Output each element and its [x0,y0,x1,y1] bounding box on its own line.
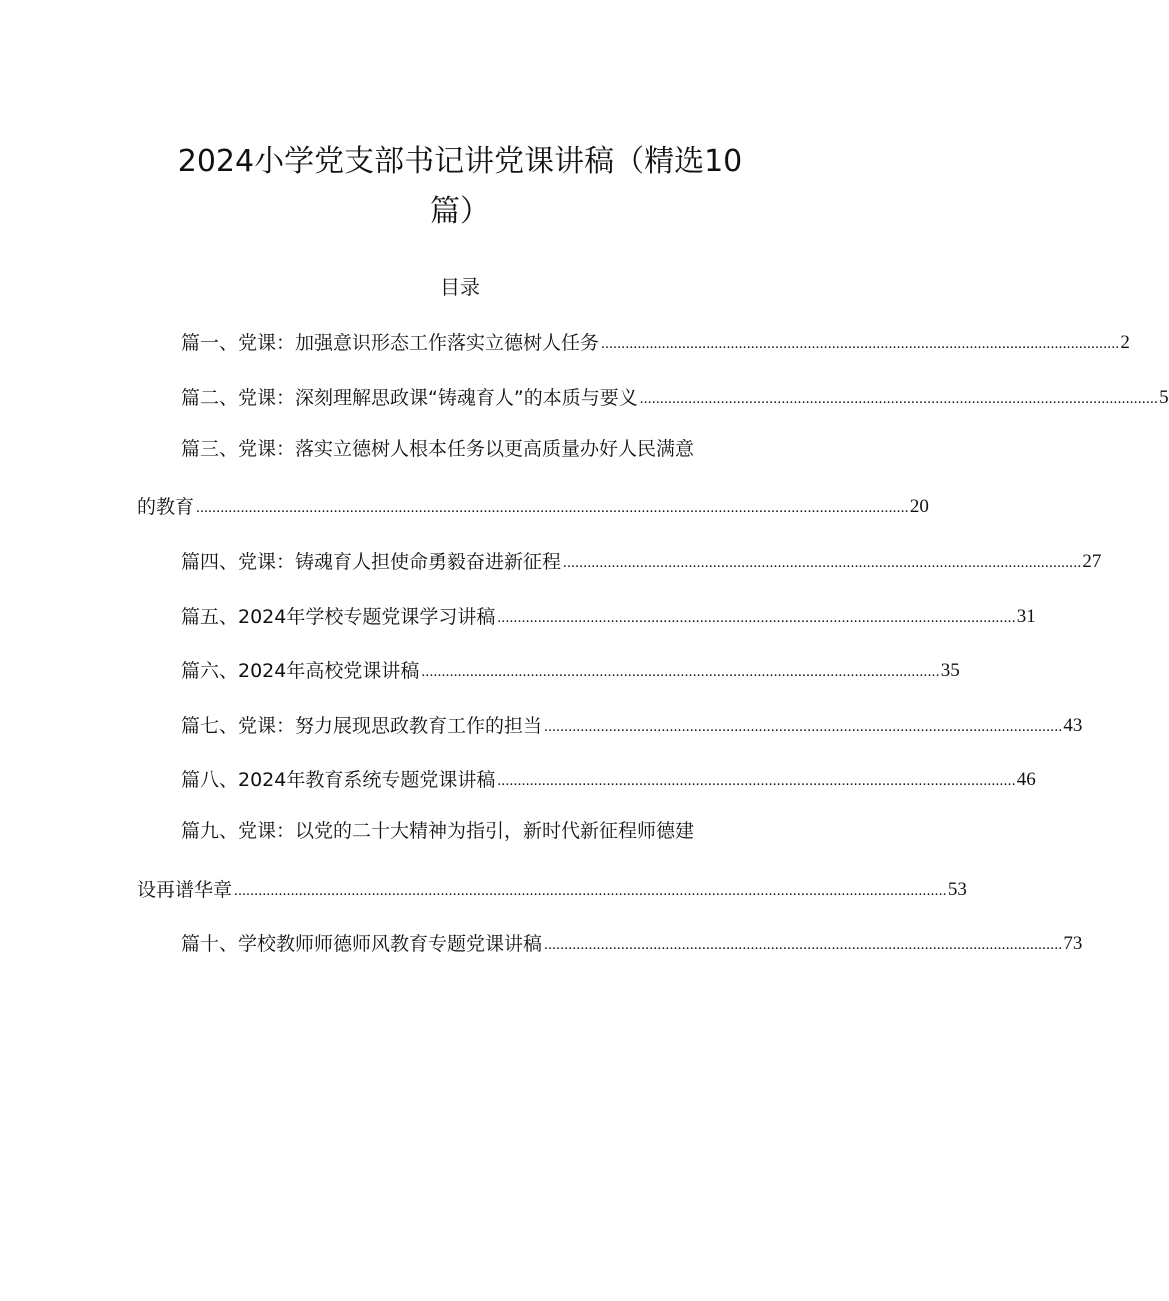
toc-page-number: 73 [1063,933,1083,954]
toc-page-number: 35 [940,660,960,681]
toc-entry-3-line-1[interactable] [181,436,776,466]
toc-page-number: 20 [909,496,929,517]
toc-page-number: 2 [1120,332,1130,353]
toc-entry-9-line-2[interactable] [137,873,967,903]
toc-leader-dots: ................................................................................................................................ [497,610,1016,626]
toc-entry-title: 篇五、2024年学校专题党课学习讲稿 [181,606,496,628]
toc-entry-7[interactable] [181,709,1083,739]
toc-entry-title: 篇二、党课：深刻理解思政课“铸魂育人”的本质与要义 [181,387,638,409]
toc-entry-title: 篇六、2024年高校党课讲稿 [181,660,420,682]
toc-leader-dots: ................................................................................................................................ [544,937,1063,953]
toc-entry-title-continued: 的教育 [137,496,195,518]
toc-entry-3-line-2[interactable] [137,490,929,520]
toc-entry-10[interactable] [181,927,1083,957]
toc-page-number: 27 [1082,551,1102,572]
toc-entry-title-continued: 设再谱华章 [137,879,233,901]
toc-page-number: 5 [1159,387,1169,408]
toc-entry-1[interactable] [181,326,1130,356]
toc-entry-title: 篇四、党课：铸魂育人担使命勇毅奋进新征程 [181,551,562,573]
toc-leader-dots: ................................................................................................................................ [544,719,1063,735]
toc-leader-dots: ................................................................................................................................ [563,555,1082,571]
toc-leader-dots: ................................................................................................................................................................................ [196,500,909,516]
toc-entry-5[interactable] [181,600,1036,630]
toc-page-number: 43 [1063,715,1083,736]
toc-entry-6[interactable] [181,654,960,684]
toc-entry-title: 篇七、党课：努力展现思政教育工作的担当 [181,715,543,737]
toc-leader-dots: ................................................................................................................................ [421,664,940,680]
toc-page-number: 53 [947,879,967,900]
toc-heading: 目录 [440,275,480,299]
toc-page-number: 31 [1016,606,1036,627]
toc-entry-title: 篇三、党课：落实立德树人根本任务以更高质量办好人民满意 [181,438,695,460]
toc-leader-dots: ................................................................................................................................ [639,391,1159,407]
toc-entry-title: 篇八、2024年教育系统专题党课讲稿 [181,769,496,791]
toc-entry-8[interactable] [181,763,1036,793]
toc-entry-2[interactable] [181,381,1169,411]
toc-entry-title: 篇九、党课：以党的二十大精神为指引，新时代新征程师德建 [181,820,695,842]
toc-entry-4[interactable] [181,545,1102,575]
toc-leader-dots: ................................................................................................................................................................................ [234,883,947,899]
document-title-line-2: 篇） [430,194,490,229]
toc-entry-title: 篇十、学校教师师德师风教育专题党课讲稿 [181,933,543,955]
document-title-line-1: 2024小学党支部书记讲党课讲稿（精选10 [177,144,743,179]
toc-leader-dots: ................................................................................................................................ [497,773,1016,789]
toc-page-number: 46 [1016,769,1036,790]
toc-entry-9-line-1[interactable] [181,818,776,848]
toc-leader-dots: ................................................................................................................................ [601,336,1120,352]
toc-entry-title: 篇一、党课：加强意识形态工作落实立德树人任务 [181,332,600,354]
